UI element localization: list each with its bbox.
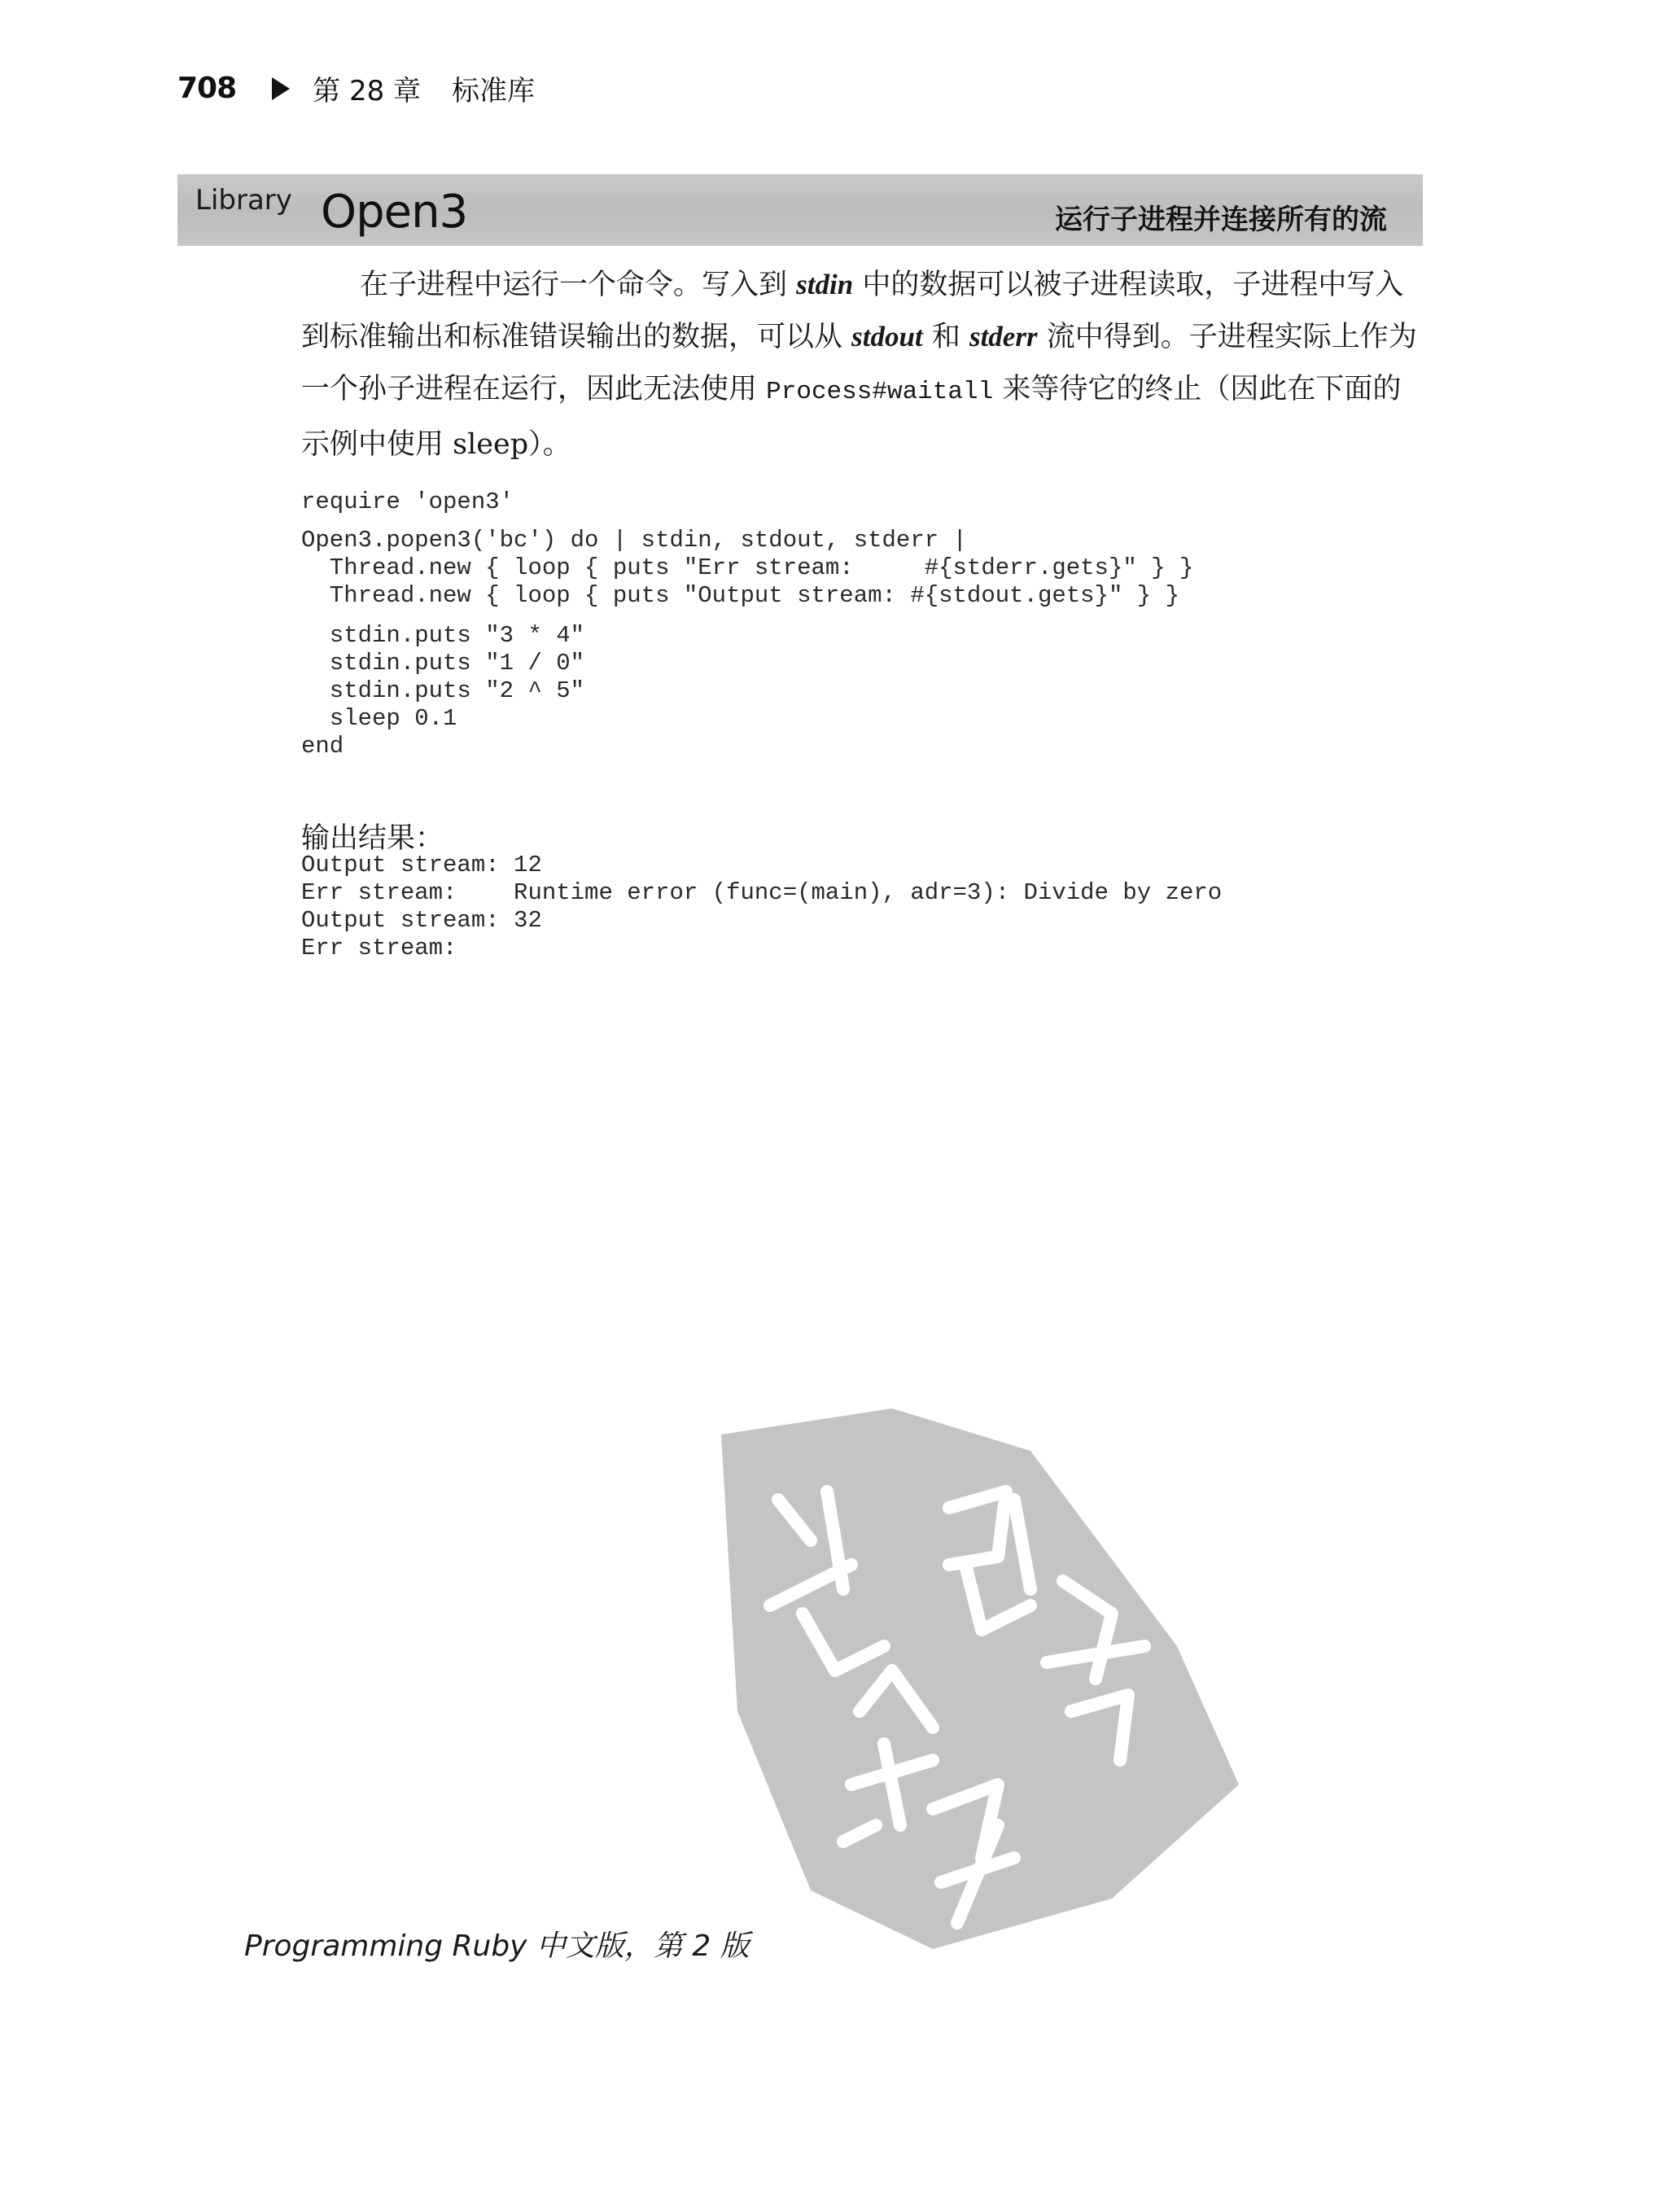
code-block-popen: Open3.popen3('bc') do | stdin, stdout, stderr | Thread.new { loop { puts "Err stream: #{stderr.gets}" } } Thread.new { loop { puts "Output stream: #{stdout.gets}" } } xyxy=(301,527,1194,609)
library-tag: Library xyxy=(195,184,292,217)
intro-paragraph xyxy=(301,259,1423,471)
output-label: 输出结果： xyxy=(301,822,444,855)
intro-text-4: 流中得到。子进程实际上作为一个孙子进程在运行，因此无法使用 xyxy=(301,321,1417,405)
intro-text-5: 来等待它的终止（因此在下面的示例中使用 sleep）。 xyxy=(301,373,1402,461)
intro-text-1: 在子进程中运行一个命令。写入到 xyxy=(360,269,797,301)
footer-book-title: Programming Ruby 中文版，第 2 版 xyxy=(244,1929,750,1963)
stderr-term: stderr xyxy=(969,321,1038,353)
module-name: Open3 xyxy=(321,186,468,239)
page-number: 708 xyxy=(177,72,237,105)
intro-text-2: 中的数据可以被子进程读取，子进程中写入到标准输出和标准错误输出的数据，可以从 xyxy=(301,269,1404,353)
stdout-term: stdout xyxy=(851,321,923,353)
library-banner xyxy=(177,174,1423,246)
chapter-label: 第 28 章 xyxy=(313,75,422,107)
section-label: 标准库 xyxy=(452,75,536,107)
triangle-marker-icon xyxy=(272,77,290,100)
banner-subtitle: 运行子进程并连接所有的流 xyxy=(1055,204,1387,236)
code-block-stdin: stdin.puts "3 * 4" stdin.puts "1 / 0" stdin.puts "2 ^ 5" sleep 0.1 end xyxy=(301,622,585,760)
stdin-term: stdin xyxy=(796,269,854,300)
method-name: Process#waitall xyxy=(766,378,994,406)
running-head xyxy=(177,68,535,108)
seal-stamp-icon xyxy=(689,1402,1242,1956)
output-block: Output stream: 12 Err stream: Runtime error (func=(main), adr=3): Divide by zero Output stream: 32 Err stream: xyxy=(301,852,1223,961)
code-block-require: require 'open3' xyxy=(301,488,514,515)
intro-text-3: 和 xyxy=(922,321,969,353)
